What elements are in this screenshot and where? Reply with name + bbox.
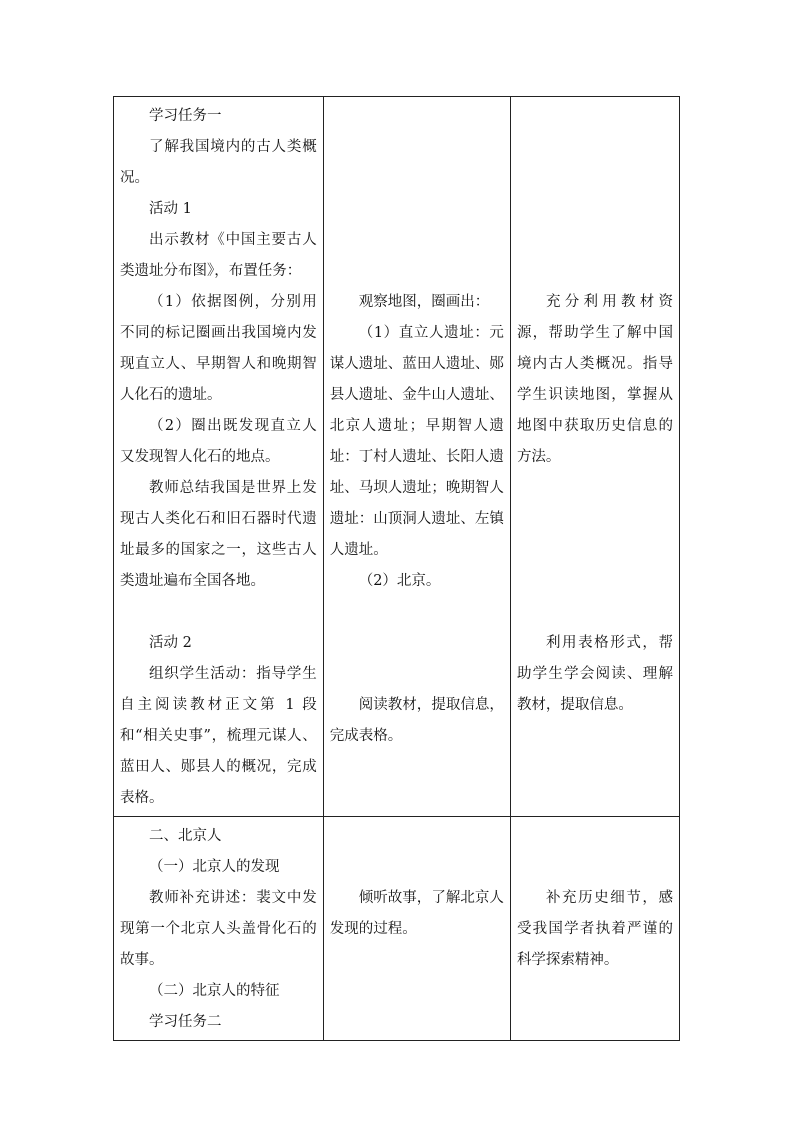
listen-text: 倾听故事，了解北京人发现的过程。 [329,890,504,937]
design-purpose-cell [510,817,679,1041]
spacer [120,597,317,628]
spacer [330,659,504,690]
table-row [114,97,680,817]
student-activity-cell [323,817,510,1041]
activity-label: 活动 2 [149,635,192,651]
subsection-heading: （一）北京人的发现 [149,859,280,875]
spacer [517,821,673,883]
teacher-activity-cell [114,97,324,817]
observe-text: 观察地图，圈画出： [358,294,490,310]
purpose-text: 利用表格形式，帮助学生学会阅读、理解教材，提取信息。 [516,635,673,713]
student-activity-cell [323,97,510,817]
activity-text: 组织学生活动：指导学生自主阅读教材正文第 1 段和“相关史事”，梳理元谋人、蓝田人、郧县人的概况，完成表格。 [120,666,317,806]
teacher-text: 教师补充讲述：裴文中发现第一个北京人头盖骨化石的故事。 [120,890,317,968]
purpose-text: 充分利用教材资源，帮助学生了解中国境内古人类概况。指导学生识读地图，掌握从地图中获取历史信息的方法。 [516,294,673,465]
read-text: 阅读教材，提取信息，完成表格。 [329,697,504,744]
spacer [517,597,673,628]
spacer [330,821,504,883]
lesson-plan-table [113,96,680,1041]
design-purpose-cell [510,97,679,817]
section-heading: 二、北京人 [149,828,222,844]
spacer [330,101,504,225]
activity-intro: 出示教材《中国主要古人类遗址分布图》，布置任务： [120,232,317,279]
answer-text: （2）北京。 [358,573,441,589]
spacer [330,597,504,659]
teacher-activity-cell [114,817,324,1041]
task-goal: 了解我国境内的古人类概况。 [120,139,317,186]
task-item: （2）圈出既发现直立人又发现智人化石的地点。 [120,418,317,465]
purpose-text: 补充历史细节，感受我国学者执着严谨的科学探索精神。 [516,890,673,968]
subsection-heading: （二）北京人的特征 [149,983,280,999]
task-title: 学习任务一 [149,108,222,124]
teacher-summary: 教师总结我国是世界上发现古人类化石和旧石器时代遗址最多的国家之一，这些古人类遗址遍布全国各地。 [120,480,317,589]
activity-label: 活动 1 [149,201,192,217]
spacer [517,101,673,225]
answer-text: （1）直立人遗址：元谋人遗址、蓝田人遗址、郧县人遗址、金牛山人遗址、北京人遗址；早期智人遗址：丁村人遗址、长阳人遗址、马坝人遗址；晚期智人遗址：山顶洞人遗址、左镇人遗址。 [329,325,504,558]
task-title: 学习任务二 [149,1014,222,1030]
spacer [517,225,673,287]
table-row [114,817,680,1041]
spacer [517,473,673,597]
task-item: （1）依据图例，分别用不同的标记圈画出我国境内发现直立人、早期智人和晚期智人化石的遗址。 [120,294,317,403]
spacer [330,225,504,287]
